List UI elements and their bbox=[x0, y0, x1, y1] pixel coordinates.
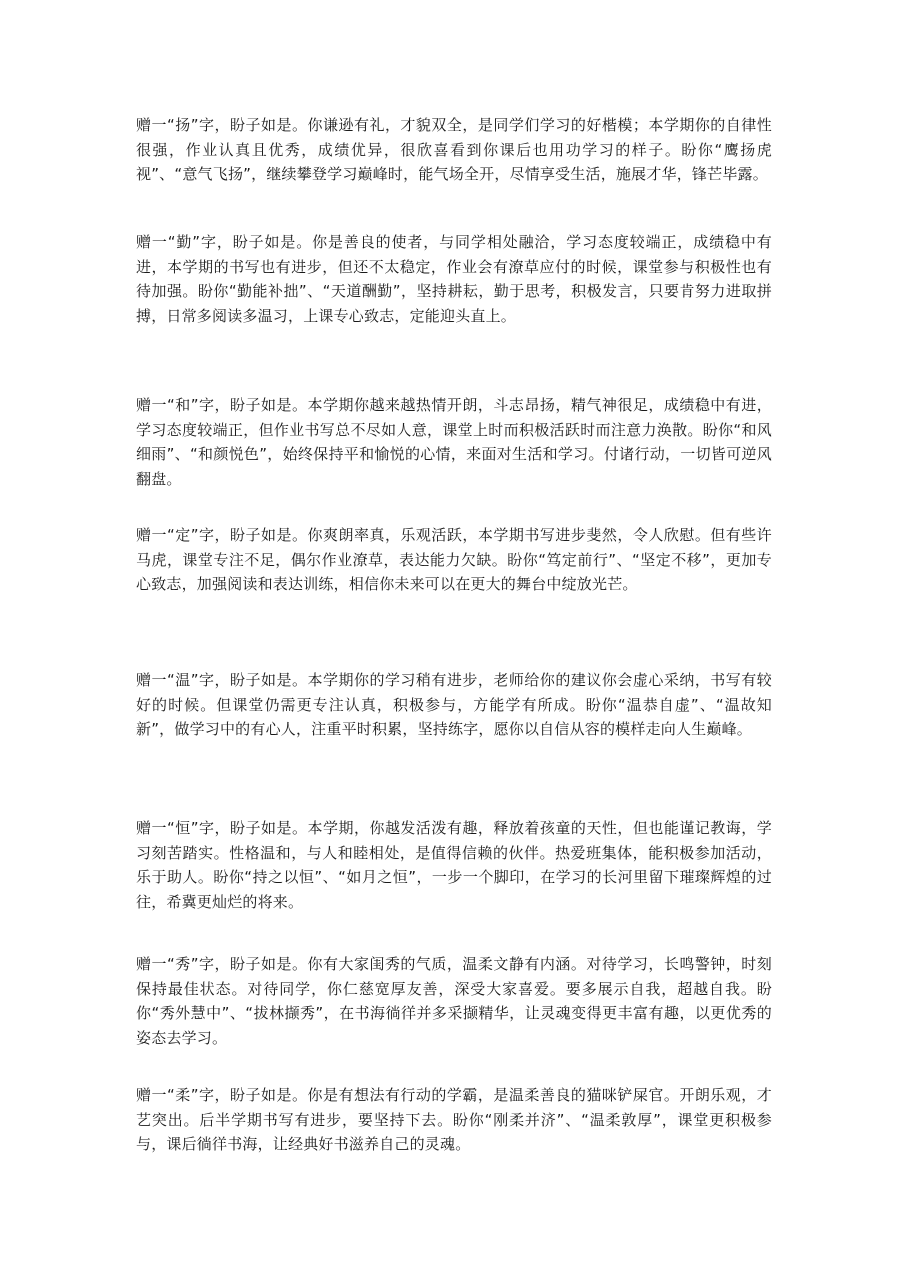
comment-paragraph-yang: 赠一“扬”字，盼子如是。你谦逊有礼，才貌双全，是同学们学习的好楷模；本学期你的自律性很强，作业认真且优秀，成绩优异，很欣喜看到你课后也用功学习的样子。盼你“鹰扬虎视”、“意气飞扬”，继续攀登学习巅峰时，能气场全开，尽情享受生活，施展才华，锋芒毕露。 bbox=[136, 116, 772, 183]
comment-paragraph-ding: 赠一“定”字，盼子如是。你爽朗率真，乐观活跃，本学期书写进步斐然，令人欣慰。但有些许马虎，课堂专注不足，偶尔作业潦草，表达能力欠缺。盼你“笃定前行”、“坚定不移”，更加专心致志，加强阅读和表达训练，相信你未来可以在更大的舞台中绽放光芒。 bbox=[136, 526, 772, 593]
comment-paragraph-xiu: 赠一“秀”字，盼子如是。你有大家闺秀的气质，温柔文静有内涵。对待学习，长鸣警钟，时刻保持最佳状态。对待同学，你仁慈宽厚友善，深受大家喜爱。要多展示自我，超越自我。盼你“秀外慧中”、“拔林撷秀”，在书海徜徉并多采撷精华，让灵魂变得更丰富有趣，以更优秀的姿态去学习。 bbox=[136, 955, 772, 1047]
comment-paragraph-wen: 赠一“温”字，盼子如是。本学期你的学习稍有进步，老师给你的建议你会虚心采纳，书写有较好的时候。但课堂仍需更专注认真，积极参与，方能学有所成。盼你“温恭自虚”、“温故知新”，做学习中的有心人，注重平时积累，坚持练字，愿你以自信从容的模样走向人生巅峰。 bbox=[136, 671, 772, 738]
comment-paragraph-qin: 赠一“勤”字，盼子如是。你是善良的使者，与同学相处融洽，学习态度较端正，成绩稳中有进，本学期的书写也有进步，但还不太稳定，作业会有潦草应付的时候，课堂参与积极性也有待加强。盼你“勤能补拙”、“天道酬勤”，坚持耕耘，勤于思考，积极发言，只要肯努力进取拼搏，日常多阅读多温习，上课专心致志，定能迎头直上。 bbox=[136, 233, 772, 325]
comment-paragraph-rou: 赠一“柔”字，盼子如是。你是有想法有行动的学霸，是温柔善良的猫咪铲屎官。开朗乐观，才艺突出。后半学期书写有进步，要坚持下去。盼你“刚柔并济”、“温柔敦厚”，课堂更积极参与，课后徜徉书海，让经典好书滋养自己的灵魂。 bbox=[136, 1086, 772, 1153]
comment-paragraph-heng: 赠一“恒”字，盼子如是。本学期，你越发活泼有趣，释放着孩童的天性，但也能谨记教诲，学习刻苦踏实。性格温和，与人和睦相处，是值得信赖的伙伴。热爱班集体，能积极参加活动，乐于助人。盼你“持之以恒”、“如月之恒”，一步一个脚印，在学习的长河里留下璀璨辉煌的过往，希冀更灿烂的将来。 bbox=[136, 819, 772, 911]
comment-paragraph-he: 赠一“和”字，盼子如是。本学期你越来越热情开朗，斗志昂扬，精气神很足，成绩稳中有进，学习态度较端正，但作业书写总不尽如人意，课堂上时而积极活跃时而注意力涣散。盼你“和风细雨”、“和颜悦色”，始终保持平和愉悦的心情，来面对生活和学习。付诸行动，一切皆可逆风翻盘。 bbox=[136, 396, 772, 488]
